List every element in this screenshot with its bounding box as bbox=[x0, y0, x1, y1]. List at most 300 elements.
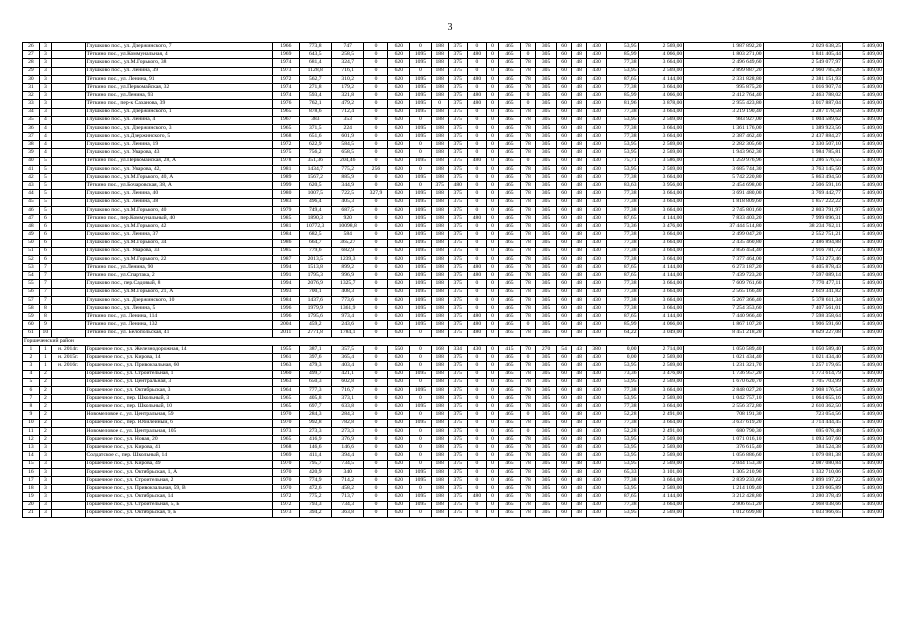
table-cell: 78 bbox=[520, 493, 536, 501]
table-cell: 0 bbox=[364, 362, 388, 370]
table-cell: 5 409,00 bbox=[842, 108, 883, 116]
table-cell: 1984 bbox=[273, 296, 299, 304]
table-cell: 0 bbox=[487, 223, 499, 231]
table-cell: 3 664,00 bbox=[638, 108, 684, 116]
table-cell: 2 491,00 bbox=[638, 427, 684, 435]
table-row bbox=[23, 247, 884, 255]
table-cell: 5 bbox=[39, 182, 51, 190]
table-cell: 5 bbox=[39, 198, 51, 206]
table-cell: 0 bbox=[467, 460, 486, 468]
table-cell: 48 bbox=[572, 354, 586, 362]
table-cell: 773,6 bbox=[331, 296, 363, 304]
table-cell bbox=[51, 116, 85, 124]
table-cell: 324,7 bbox=[331, 59, 363, 67]
table-cell: 5 409,00 bbox=[842, 345, 883, 353]
table-cell: 430 bbox=[586, 247, 606, 255]
address-cell: Тёткино пос., ул.Коммунальная, 4 bbox=[85, 51, 273, 59]
table-cell: 0 bbox=[410, 362, 432, 370]
table-cell: 3 664,00 bbox=[638, 501, 684, 509]
table-row bbox=[23, 419, 884, 427]
table-cell: 375 bbox=[448, 362, 467, 370]
table-cell: 430 bbox=[586, 239, 606, 247]
table-cell: 55 bbox=[23, 280, 40, 288]
table-cell: 1 004 589,62 bbox=[763, 116, 842, 124]
table-cell: 4 066,00 bbox=[638, 51, 684, 59]
table-cell: 3 586,00 bbox=[638, 157, 684, 165]
table-cell: 0 bbox=[364, 411, 388, 419]
table-cell: 188 bbox=[431, 108, 448, 116]
table-cell: 48 bbox=[572, 59, 586, 67]
table-cell: 78 bbox=[520, 305, 536, 313]
table-cell: 375 bbox=[448, 264, 467, 272]
table-cell: н. 2014г. bbox=[51, 345, 85, 353]
table-cell: 1 906 591,60 bbox=[763, 321, 842, 329]
table-cell: 550 bbox=[388, 345, 410, 353]
address-cell: Глушковo пос., ул. Уварова, 42, bbox=[85, 165, 273, 173]
table-cell bbox=[51, 198, 85, 206]
table-cell: 305 bbox=[536, 116, 556, 124]
table-row bbox=[23, 452, 884, 460]
table-cell: 465 bbox=[499, 239, 521, 247]
table-row bbox=[23, 43, 884, 51]
table-cell: 0 bbox=[410, 149, 432, 157]
table-cell: 5 409,00 bbox=[842, 223, 883, 231]
table-cell: 52,28 bbox=[607, 427, 638, 435]
table-cell: 5 409,00 bbox=[842, 329, 883, 337]
table-cell: 41 bbox=[23, 165, 40, 173]
table-cell: 1095 bbox=[410, 493, 432, 501]
table-cell: 0 bbox=[487, 231, 499, 239]
table-cell: 9 bbox=[23, 411, 40, 419]
table-cell: 681,4 bbox=[299, 59, 331, 67]
table-cell: 1095 bbox=[410, 280, 432, 288]
table-cell: 0 bbox=[487, 493, 499, 501]
table-cell: 0 bbox=[487, 100, 499, 108]
table-cell: 0 bbox=[487, 370, 499, 378]
table-cell: 48 bbox=[572, 452, 586, 460]
table-cell: 0 bbox=[467, 395, 486, 403]
table-cell: 375 bbox=[448, 83, 467, 91]
table-cell: 2 960 785,28 bbox=[763, 67, 842, 75]
table-cell: 465 bbox=[499, 313, 521, 321]
table-cell: 0 bbox=[467, 288, 486, 296]
table-cell: 179,2 bbox=[331, 83, 363, 91]
table-cell: 78 bbox=[520, 403, 536, 411]
table-cell: 1 021 434,40 bbox=[684, 354, 763, 362]
table-cell: 38 bbox=[23, 141, 40, 149]
table-cell: 0 bbox=[467, 231, 486, 239]
table-cell: 1095 bbox=[410, 501, 432, 509]
table-row bbox=[23, 133, 884, 141]
table-cell: 375 bbox=[448, 403, 467, 411]
address-cell: Тёткино пос., ул. Ленина, 132 bbox=[85, 321, 273, 329]
table-cell: 60 bbox=[556, 83, 572, 91]
table-cell: 3 bbox=[39, 493, 51, 501]
table-row bbox=[23, 83, 884, 91]
table-cell: 0 bbox=[364, 198, 388, 206]
table-row bbox=[23, 264, 884, 272]
table-cell: 305 bbox=[536, 436, 556, 444]
table-cell: 0 bbox=[410, 141, 432, 149]
table-cell: 305 bbox=[536, 288, 556, 296]
table-cell: 620 bbox=[388, 247, 410, 255]
table-cell: 53,95 bbox=[607, 444, 638, 452]
table-cell: 60 bbox=[556, 190, 572, 198]
table-cell: 0 bbox=[487, 395, 499, 403]
table-cell: 480 bbox=[467, 51, 486, 59]
table-cell: 1 bbox=[39, 354, 51, 362]
table-cell: 373,1 bbox=[331, 395, 363, 403]
address-cell: Тёткино пос., ул. Ленина, 91 bbox=[85, 75, 273, 83]
table-cell: 0 bbox=[410, 354, 432, 362]
table-cell bbox=[51, 231, 85, 239]
table-cell: 0 bbox=[467, 378, 486, 386]
table-cell: 795,7 bbox=[299, 460, 331, 468]
table-cell: 1 079 081,38 bbox=[763, 452, 842, 460]
table-cell: 48 bbox=[572, 165, 586, 173]
table-cell: 680 790,30 bbox=[684, 427, 763, 435]
table-cell: 480 bbox=[448, 182, 467, 190]
table-cell: 601,9 bbox=[331, 133, 363, 141]
table-cell: 5 409,00 bbox=[842, 354, 883, 362]
table-cell: 2 bbox=[39, 395, 51, 403]
table-cell: 48 bbox=[572, 182, 586, 190]
table-cell: 620 bbox=[388, 370, 410, 378]
table-cell: 78 bbox=[520, 247, 536, 255]
table-cell: 0 bbox=[520, 411, 536, 419]
table-cell: 4 066,00 bbox=[638, 92, 684, 100]
table-cell: 1968 bbox=[273, 444, 299, 452]
table-cell: 3 bbox=[39, 92, 51, 100]
table-cell: 420,9 bbox=[299, 468, 331, 476]
table-cell: 1996 bbox=[273, 305, 299, 313]
table-cell: 2 bbox=[39, 403, 51, 411]
table-cell: 60 bbox=[556, 92, 572, 100]
table-row bbox=[23, 427, 884, 435]
table-cell: 1095 bbox=[410, 223, 432, 231]
table-cell: 375 bbox=[448, 214, 467, 222]
table-cell: 430 bbox=[586, 206, 606, 214]
table-cell: 305 bbox=[536, 174, 556, 182]
table-cell: 0 bbox=[364, 59, 388, 67]
table-cell: 0 bbox=[487, 288, 499, 296]
table-row bbox=[23, 141, 884, 149]
table-cell: 0 bbox=[364, 436, 388, 444]
table-cell: 0 bbox=[487, 174, 499, 182]
table-cell: 6 273 187,20 bbox=[684, 264, 763, 272]
table-cell: 5 409,00 bbox=[842, 43, 883, 51]
table-cell bbox=[51, 272, 85, 280]
table-cell: 3 bbox=[39, 501, 51, 509]
address-cell: Горшечное пос., ул. Привокзальная, 59, В bbox=[85, 485, 273, 493]
address-cell: Новомеловое с., ул. Центральная, 105 bbox=[85, 427, 273, 435]
table-cell: 479,2 bbox=[331, 100, 363, 108]
table-cell: 60 bbox=[556, 141, 572, 149]
table-cell: 77,38 bbox=[607, 247, 638, 255]
table-cell: 48 bbox=[572, 419, 586, 427]
table-cell: 620 bbox=[388, 452, 410, 460]
table-cell: 1974 bbox=[273, 92, 299, 100]
table-cell: 2011 bbox=[273, 329, 299, 337]
table-cell: 60 bbox=[556, 198, 572, 206]
table-cell: 0 bbox=[467, 468, 486, 476]
table-cell: 0 bbox=[364, 247, 388, 255]
table-cell: 8 bbox=[39, 313, 51, 321]
table-cell: 188 bbox=[431, 190, 448, 198]
table-cell: 394,2 bbox=[299, 509, 331, 517]
table-cell: 0 bbox=[487, 255, 499, 263]
table-cell: 1095 bbox=[410, 403, 432, 411]
table-cell: 620 bbox=[388, 411, 410, 419]
table-cell: 620 bbox=[388, 509, 410, 517]
table-cell: 584 bbox=[331, 231, 363, 239]
table-cell: 1 305 210,90 bbox=[684, 468, 763, 476]
table-cell: 0 bbox=[487, 157, 499, 165]
table-cell: 9 bbox=[39, 321, 51, 329]
table-cell: 713,7 bbox=[331, 493, 363, 501]
table-cell: 48 bbox=[572, 92, 586, 100]
table-cell: 305 bbox=[536, 83, 556, 91]
table-cell: 0 bbox=[487, 403, 499, 411]
table-cell: 365,27 bbox=[331, 239, 363, 247]
table-cell: 620 bbox=[388, 378, 410, 386]
table-cell: 0 bbox=[467, 43, 486, 51]
table-cell: 430 bbox=[586, 427, 606, 435]
table-cell: 2 029 638,25 bbox=[763, 43, 842, 51]
table-cell: 0 bbox=[364, 354, 388, 362]
table-cell: 3 476,00 bbox=[638, 370, 684, 378]
table-cell: 3 bbox=[39, 485, 51, 493]
table-cell: 1 bbox=[39, 362, 51, 370]
table-cell: 60 bbox=[556, 370, 572, 378]
table-cell: 773,8 bbox=[299, 43, 331, 51]
table-cell: 3 664,00 bbox=[638, 190, 684, 198]
table-cell: 4 bbox=[39, 141, 51, 149]
table-row bbox=[23, 67, 884, 75]
table-cell: 77,38 bbox=[607, 476, 638, 484]
table-cell: 1984 bbox=[273, 231, 299, 239]
table-cell: 305 bbox=[536, 280, 556, 288]
table-cell: 305 bbox=[536, 395, 556, 403]
table-cell: 60 bbox=[556, 305, 572, 313]
table-cell: 480 bbox=[467, 264, 486, 272]
table-cell: 2 381 151,93 bbox=[763, 75, 842, 83]
table-cell: 73,36 bbox=[607, 370, 638, 378]
table-cell bbox=[51, 141, 85, 149]
table-cell: 52,28 bbox=[607, 411, 638, 419]
table-cell: 305 bbox=[536, 403, 556, 411]
table-cell: 3 878,00 bbox=[638, 100, 684, 108]
table-row bbox=[23, 485, 884, 493]
table-cell: 5 409,00 bbox=[842, 403, 883, 411]
table-cell: 0 bbox=[364, 214, 388, 222]
table-cell: 465 bbox=[499, 124, 521, 132]
table-cell: 188 bbox=[431, 427, 448, 435]
table-cell: 722,5 bbox=[331, 190, 363, 198]
table-cell bbox=[51, 370, 85, 378]
table-cell: 305 bbox=[536, 124, 556, 132]
table-cell: 5 742 220,80 bbox=[684, 174, 763, 182]
table-cell: 48 bbox=[572, 43, 586, 51]
table-cell: 60 bbox=[556, 75, 572, 83]
table-cell bbox=[51, 108, 85, 116]
table-cell: 305 bbox=[536, 476, 556, 484]
table-cell: 48 bbox=[572, 509, 586, 517]
table-cell: 1 987 892,20 bbox=[684, 43, 763, 51]
table-row bbox=[23, 239, 884, 247]
table-cell: 465 bbox=[499, 468, 521, 476]
table-body-lower bbox=[23, 345, 884, 517]
table-cell: 5 409,00 bbox=[842, 427, 883, 435]
table-cell: 2 569,00 bbox=[638, 354, 684, 362]
table-cell: 3 664,00 bbox=[638, 419, 684, 427]
table-cell: 48 bbox=[572, 468, 586, 476]
table-cell: 1095 bbox=[410, 272, 432, 280]
table-cell: 995 875,20 bbox=[684, 83, 763, 91]
table-cell: 0 bbox=[467, 247, 486, 255]
table-cell: 0 bbox=[487, 329, 499, 337]
table-cell bbox=[51, 165, 85, 173]
table-row bbox=[23, 354, 884, 362]
table-cell: 43 bbox=[23, 182, 40, 190]
table-cell: 188 bbox=[431, 247, 448, 255]
table-cell: 8 451 218,20 bbox=[684, 329, 763, 337]
table-cell: 5 409,00 bbox=[842, 493, 883, 501]
table-cell: 78 bbox=[520, 165, 536, 173]
table-row bbox=[23, 92, 884, 100]
table-cell: 1095 bbox=[410, 321, 432, 329]
table-cell: 0,00 bbox=[607, 345, 638, 353]
table-cell: 0 bbox=[364, 305, 388, 313]
table-cell: 0 bbox=[364, 444, 388, 452]
table-cell: 465 bbox=[499, 149, 521, 157]
address-cell: Горшечное пос., ул. Кирова, 41 bbox=[85, 444, 273, 452]
table-cell: 620 bbox=[388, 403, 410, 411]
table-cell: 2076,9 bbox=[299, 280, 331, 288]
table-cell: 430 bbox=[467, 345, 486, 353]
table-cell: 60 bbox=[556, 43, 572, 51]
table-cell: 1970 bbox=[273, 419, 299, 427]
table-cell: 188 bbox=[431, 395, 448, 403]
table-cell bbox=[51, 51, 85, 59]
table-cell: 48 bbox=[572, 378, 586, 386]
address-cell: Горшечное пос., ул. Октябрьская, 14 bbox=[85, 493, 273, 501]
table-cell: 899,2 bbox=[331, 264, 363, 272]
table-cell: 243,6 bbox=[331, 321, 363, 329]
table-cell: 305 bbox=[536, 313, 556, 321]
table-cell: 146,6 bbox=[331, 444, 363, 452]
table-cell: 60 bbox=[556, 501, 572, 509]
table-cell: 0 bbox=[364, 370, 388, 378]
table-cell: 0 bbox=[410, 378, 432, 386]
table-cell: 375 bbox=[448, 174, 467, 182]
table-cell: 60 bbox=[556, 59, 572, 67]
table-cell: 1 050 589,40 bbox=[763, 345, 842, 353]
table-cell: 465 bbox=[499, 362, 521, 370]
table-cell: 188 bbox=[431, 149, 448, 157]
table-cell: 33 bbox=[23, 100, 40, 108]
table-cell: 305 bbox=[536, 493, 556, 501]
table-cell: 375 bbox=[448, 206, 467, 214]
table-row bbox=[23, 370, 884, 378]
table-cell: 305 bbox=[536, 100, 556, 108]
table-cell: 0 bbox=[467, 444, 486, 452]
table-cell: 45 bbox=[23, 198, 40, 206]
table-cell: 305 bbox=[536, 362, 556, 370]
table-cell: 188 bbox=[431, 452, 448, 460]
table-cell: 77,38 bbox=[607, 174, 638, 182]
table-cell bbox=[51, 124, 85, 132]
table-cell: 0 bbox=[410, 345, 432, 353]
address-cell: Горшечное пос., пер. Школьный, 10 bbox=[85, 403, 273, 411]
table-cell: 204,46 bbox=[331, 157, 363, 165]
table-cell: 60 bbox=[556, 436, 572, 444]
table-cell: 620 bbox=[388, 305, 410, 313]
table-cell: 756,2 bbox=[299, 149, 331, 157]
table-cell: 2 bbox=[39, 436, 51, 444]
table-cell: 305 bbox=[536, 141, 556, 149]
table-cell: 774,9 bbox=[299, 476, 331, 484]
table-cell: 5 409,00 bbox=[842, 378, 883, 386]
table-cell: 384 524,38 bbox=[763, 444, 842, 452]
table-row bbox=[23, 223, 884, 231]
table-cell: 465 bbox=[499, 59, 521, 67]
table-cell: 1961 bbox=[273, 354, 299, 362]
table-cell: 421,1 bbox=[331, 370, 363, 378]
table-cell: 0 bbox=[364, 92, 388, 100]
table-cell: 37 444 514,80 bbox=[684, 223, 763, 231]
table-cell: 458,2 bbox=[331, 485, 363, 493]
table-cell: 3 bbox=[39, 509, 51, 517]
table-cell: 620 bbox=[388, 108, 410, 116]
table-cell: 658,5 bbox=[331, 149, 363, 157]
table-row bbox=[23, 436, 884, 444]
table-cell: 371,5 bbox=[299, 124, 331, 132]
table-cell bbox=[51, 403, 85, 411]
table-cell bbox=[51, 174, 85, 182]
table-cell: 1513,8 bbox=[299, 264, 331, 272]
table-cell: 430 bbox=[586, 67, 606, 75]
table-cell: 1 984 785,81 bbox=[763, 149, 842, 157]
table-cell: 0 bbox=[467, 59, 486, 67]
table-cell: 7 833 403,20 bbox=[684, 214, 763, 222]
table-cell: 1972 bbox=[273, 141, 299, 149]
table-cell: 59 bbox=[23, 313, 40, 321]
table-cell: 188 bbox=[431, 59, 448, 67]
table-cell: 465 bbox=[499, 427, 521, 435]
address-cell: Тёткино пос., ул.Спартака, 2 bbox=[85, 272, 273, 280]
table-cell: 2 bbox=[23, 354, 40, 362]
table-cell: 1 332 710,06 bbox=[763, 468, 842, 476]
table-cell: 1095 bbox=[410, 264, 432, 272]
table-cell: 1 773 614,79 bbox=[763, 370, 842, 378]
table-row bbox=[23, 231, 884, 239]
table-cell: 5 409,00 bbox=[842, 67, 883, 75]
table-cell: 305 bbox=[536, 386, 556, 394]
table-cell: 430 bbox=[586, 354, 606, 362]
table-cell: 146,6 bbox=[299, 444, 331, 452]
table-cell: 5 409,00 bbox=[842, 59, 883, 67]
table-cell: 60 bbox=[556, 485, 572, 493]
table-cell: 60 bbox=[556, 296, 572, 304]
table-cell: 2 569,00 bbox=[638, 141, 684, 149]
table-row bbox=[23, 468, 884, 476]
table-cell: 5 409,00 bbox=[842, 468, 883, 476]
table-cell: 78 bbox=[520, 239, 536, 247]
table-cell: 465 bbox=[499, 75, 521, 83]
table-cell: 77,38 bbox=[607, 403, 638, 411]
table-cell: 0 bbox=[364, 329, 388, 337]
